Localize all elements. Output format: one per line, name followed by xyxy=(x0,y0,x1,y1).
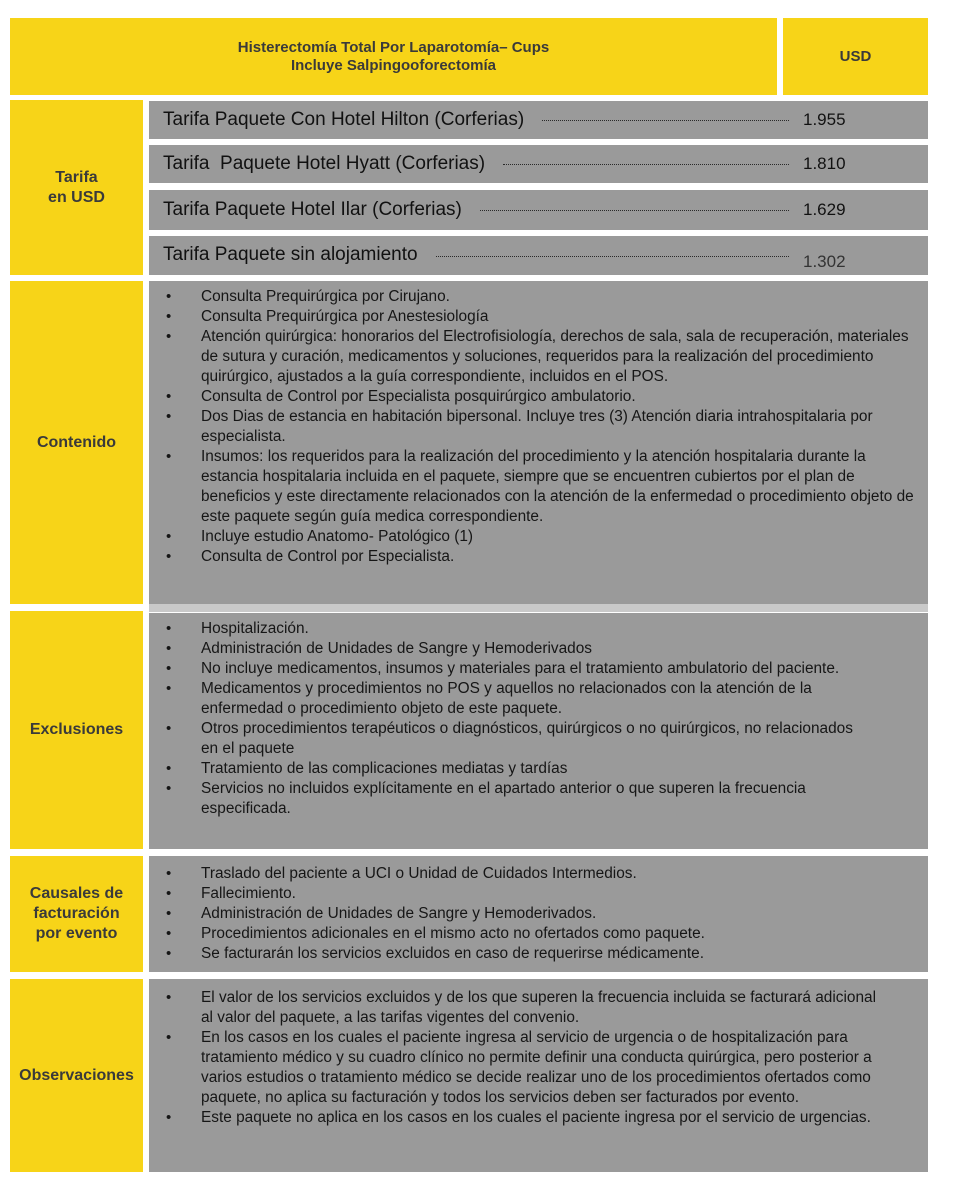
exclusiones-panel xyxy=(149,613,928,849)
rate-row-ilar xyxy=(149,190,928,230)
package-title-line1: Histerectomía Total Por Laparotomía– Cups xyxy=(237,38,550,56)
list-item: • Consulta Prequirúrgica por Cirujano. xyxy=(149,287,918,307)
causales-label: Causales de facturación por evento xyxy=(10,856,143,972)
rate-value: 1.955 xyxy=(803,110,846,129)
rate-row-hilton xyxy=(149,101,928,139)
dotted-leader xyxy=(542,120,789,121)
list-item: • Insumos: los requeridos para la realización del procedimiento y la atención hospitalaria durante la estancia hospitalaria incluida en el paquete, siempre que se encuentren cubiertos por el plan de beneficios y este directamente relacionados con la atención de la enfermedad o procedimiento objeto de este paquete según guía medica correspondiente. xyxy=(149,447,918,527)
currency-header xyxy=(783,18,928,95)
rate-row-sin-alojamiento xyxy=(149,236,928,275)
list-item: • Dos Dias de estancia en habitación bipersonal. Incluye tres (3) Atención diaria intrahospitalaria por especialista. xyxy=(149,407,918,447)
exclusiones-label: Exclusiones xyxy=(10,611,143,849)
observaciones-label: Observaciones xyxy=(10,979,143,1172)
rate-label: Tarifa Paquete sin alojamiento xyxy=(163,244,418,265)
list-item: • Consulta de Control por Especialista posquirúrgico ambulatorio. xyxy=(149,387,918,407)
list-item: • Servicios no incluidos explícitamente en el apartado anterior o que superen la frecuencia especificada. xyxy=(149,779,868,819)
tarifa-label: Tarifa en USD xyxy=(10,100,143,275)
observaciones-list xyxy=(149,988,878,1128)
list-item: • Atención quirúrgica: honorarios del Electrofisiología, derechos de sala, sala de recuperación, materiales de sutura y curación, medicamentos y soluciones, requeridos para la realización del procedimiento quirúrgico, ajustados a la guía correspondiente, incluidos en el POS. xyxy=(149,327,918,387)
contenido-label: Contenido xyxy=(10,281,143,604)
list-item: • Administración de Unidades de Sangre y Hemoderivados. xyxy=(149,904,888,924)
contenido-panel xyxy=(149,281,928,604)
observaciones-panel xyxy=(149,979,928,1172)
list-item: • No incluye medicamentos, insumos y materiales para el tratamiento ambulatorio del paciente. xyxy=(149,659,868,679)
list-item: • Este paquete no aplica en los casos en los cuales el paciente ingresa por el servicio de urgencias. xyxy=(149,1108,878,1128)
list-item: • Fallecimiento. xyxy=(149,884,888,904)
list-item: • Medicamentos y procedimientos no POS y aquellos no relacionados con la atención de la enfermedad o procedimiento objeto de este paquete. xyxy=(149,679,868,719)
list-item: • En los casos en los cuales el paciente ingresa al servicio de urgencia o de hospitalización para tratamiento médico y su cuadro clínico no permite definir una conducta quirúrgica, pero posterior a varios estudios o tratamiento médico se decide realizar uno de los procedimientos ofertados como paquete, no aplica su facturación y todos los servicios deben ser facturados por evento. xyxy=(149,1028,878,1108)
rate-value: 1.629 xyxy=(803,200,846,219)
rate-value: 1.302 xyxy=(803,252,846,271)
rate-label: Tarifa Paquete Con Hotel Hilton (Corferias) xyxy=(163,109,525,130)
dotted-leader xyxy=(436,256,789,257)
section-divider xyxy=(149,604,928,612)
list-item: • El valor de los servicios excluidos y de los que superen la frecuencia incluida se facturará adicional al valor del paquete, a las tarifas vigentes del convenio. xyxy=(149,988,878,1028)
dotted-leader xyxy=(480,210,789,211)
causales-list xyxy=(149,864,888,964)
rate-row-hyatt xyxy=(149,145,928,183)
rate-label: Tarifa Paquete Hotel Ilar (Corferias) xyxy=(163,199,462,220)
rate-label: Tarifa Paquete Hotel Hyatt (Corferias) xyxy=(163,153,486,174)
list-item: • Consulta Prequirúrgica por Anestesiología xyxy=(149,307,918,327)
list-item: • Tratamiento de las complicaciones mediatas y tardías xyxy=(149,759,868,779)
list-item: • Hospitalización. xyxy=(149,619,868,639)
dotted-leader xyxy=(503,164,789,165)
list-item: • Consulta de Control por Especialista. xyxy=(149,547,918,567)
package-title-line2: Incluye Salpingooforectomía xyxy=(290,56,497,74)
list-item: • Administración de Unidades de Sangre y Hemoderivados xyxy=(149,639,868,659)
list-item: • Otros procedimientos terapéuticos o diagnósticos, quirúrgicos o no quirúrgicos, no relacionados en el paquete xyxy=(149,719,868,759)
contenido-list xyxy=(149,287,918,567)
currency-label: USD xyxy=(839,48,872,65)
list-item: • Se facturarán los servicios excluidos en caso de requerirse médicamente. xyxy=(149,944,888,964)
causales-panel xyxy=(149,856,928,972)
list-item: • Traslado del paciente a UCI o Unidad de Cuidados Intermedios. xyxy=(149,864,888,884)
list-item: • Incluye estudio Anatomo- Patológico (1) xyxy=(149,527,918,547)
list-item: • Procedimientos adicionales en el mismo acto no ofertados como paquete. xyxy=(149,924,888,944)
rate-value: 1.810 xyxy=(803,154,846,173)
exclusiones-list xyxy=(149,619,868,819)
package-title xyxy=(10,18,777,95)
